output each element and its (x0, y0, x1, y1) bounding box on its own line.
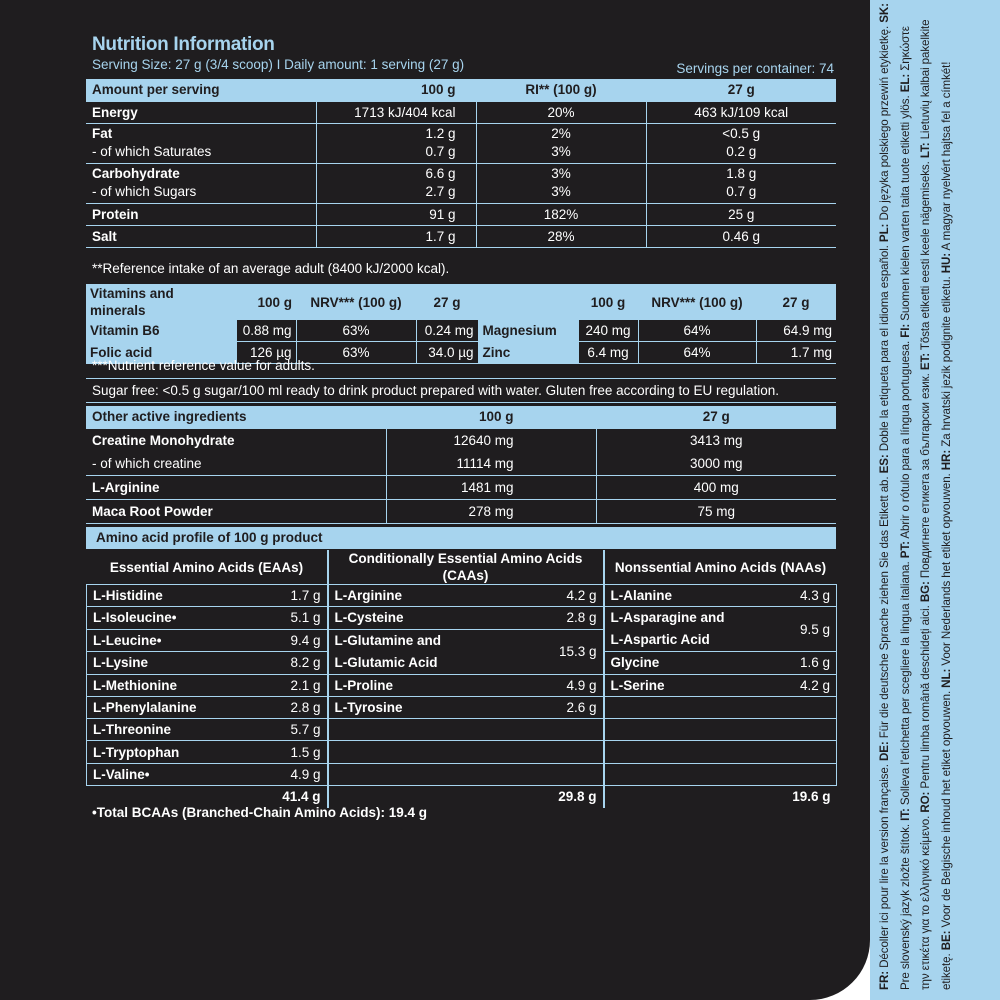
naa-empty-value (754, 763, 837, 785)
row-27g: 75 mg (596, 499, 836, 523)
vitamin-name: Vitamin B6 (86, 320, 236, 342)
group-naa: Nonssential Amino Acids (NAAs) (604, 550, 837, 585)
table-row (87, 763, 837, 785)
header-ri: RI** (100 g) (476, 79, 646, 101)
naa-empty-value (754, 719, 837, 741)
caa-name (328, 629, 523, 674)
table-row (86, 428, 836, 475)
row-main-name: Creatine Monohydrate (92, 432, 235, 448)
mineral-100g: 6.4 mg (578, 342, 638, 364)
eaa-name: L-Isoleucine• (87, 607, 252, 629)
serving-size: Serving Size: 27 g (3/4 scoop) I Daily amount: 1 serving (27 g) (92, 57, 465, 72)
caa-name: L-Tyrosine (328, 696, 523, 718)
eaa-value: 9.4 g (252, 629, 328, 652)
naa-empty (604, 763, 754, 785)
row-27g (646, 123, 836, 163)
mineral-name: Magnesium (478, 320, 578, 342)
value-main: 12640 mg (453, 432, 514, 448)
row-name: Energy (86, 101, 316, 123)
table-row (87, 719, 837, 741)
amino-title: Amino acid profile of 100 g product (86, 527, 836, 549)
caa-value: 2.6 g (523, 696, 604, 718)
caa-empty-value (523, 763, 604, 785)
header-nrv: NRV*** (100 g) (296, 285, 416, 320)
caa-name: L-Proline (328, 674, 523, 696)
table-row (86, 123, 836, 163)
language-instructions (875, 3, 957, 990)
row-sub-name: - of which Sugars (92, 184, 197, 199)
row-ri: 182% (476, 203, 646, 225)
row-27g (646, 163, 836, 203)
header-27g: 27 g (416, 285, 478, 320)
header-spacer (478, 285, 578, 320)
reference-intake-note: **Reference intake of an average adult (8400 kJ/2000 kcal). (92, 261, 450, 276)
value-main: 2% (551, 126, 571, 141)
amino-group-row (87, 550, 837, 585)
table-row (87, 585, 837, 607)
value-sub: 11114 mg (456, 455, 514, 471)
group-caa: Conditionally Essential Amino Acids (CAAs) (328, 550, 604, 585)
row-100g: 278 mg (386, 499, 596, 523)
value-sub: 0.2 g (726, 144, 757, 159)
eaa-value: 1.7 g (252, 585, 328, 607)
header-other: Other active ingredients (86, 406, 386, 428)
eaa-value: 8.2 g (252, 652, 328, 674)
naa-empty (604, 719, 754, 741)
row-sub-name: - of which Saturates (92, 144, 212, 159)
row-100g (316, 163, 476, 203)
row-ri: 20% (476, 101, 646, 123)
naa-name-line: L-Aspartic Acid (610, 632, 710, 648)
caa-name: L-Cysteine (328, 607, 523, 629)
eaa-name: L-Methionine (87, 674, 252, 696)
table-row (87, 674, 837, 696)
row-ri (476, 163, 646, 203)
table-row (87, 741, 837, 763)
header-nrv-b: NRV*** (100 g) (638, 285, 756, 320)
header-100g: 100 g (386, 406, 596, 428)
naa-value: 4.2 g (754, 674, 837, 696)
header-100g-b: 100 g (578, 285, 638, 320)
row-name (86, 163, 316, 203)
table-row (86, 101, 836, 123)
row-100g (386, 428, 596, 475)
nrv-note: ***Nutrient reference value for adults. (92, 358, 315, 373)
page-title: Nutrition Information (92, 34, 275, 55)
row-main-name: Fat (92, 126, 113, 141)
value-main: <0.5 g (722, 126, 761, 141)
table-row (86, 499, 836, 523)
table-row (87, 607, 837, 629)
mineral-name: Zinc (478, 342, 578, 364)
table-row (87, 696, 837, 718)
value-main: 1.8 g (726, 166, 757, 181)
table-row (86, 225, 836, 247)
naa-value: 1.6 g (754, 652, 837, 674)
row-100g: 1.7 g (316, 225, 476, 247)
row-27g: 0.46 g (646, 225, 836, 247)
header-100g: 100 g (316, 79, 476, 101)
mineral-27g: 1.7 mg (756, 342, 836, 364)
nutrition-header-row (86, 79, 836, 101)
eaa-name: L-Phenylalanine (87, 696, 252, 718)
naa-empty (604, 741, 754, 763)
vitamin-27g: 34.0 µg (416, 342, 478, 364)
vitamins-header-row (86, 285, 836, 320)
row-100g: 1481 mg (386, 475, 596, 499)
eaa-name: L-Threonine (87, 719, 252, 741)
total-eaa: 41.4 g (87, 786, 328, 808)
vitamin-nrv: 63% (296, 342, 416, 364)
row-100g (316, 123, 476, 163)
eaa-name: L-Tryptophan (87, 741, 252, 763)
amino-table (86, 550, 837, 808)
caa-empty (328, 763, 523, 785)
row-ri (476, 123, 646, 163)
row-27g: 400 mg (596, 475, 836, 499)
eaa-value: 2.8 g (252, 696, 328, 718)
value-main: 3413 mg (689, 432, 743, 448)
naa-value: 9.5 g (754, 607, 837, 652)
total-caa: 29.8 g (328, 786, 604, 808)
row-27g: 463 kJ/109 kcal (646, 101, 836, 123)
row-name: Salt (86, 225, 316, 247)
row-name (86, 428, 386, 475)
value-sub: 0.7 g (425, 144, 456, 159)
language-line-3: την ετικέτα για το ελληνικό κείμενο. RO: Pentru limba română deschideți aici. BG: Повдигнете етикета за български език. ET: Tõsta etiketti eesti keele nägemiseks. LT: Lietuvių kalbai pakelkite (919, 19, 932, 990)
value-main: 6.6 g (425, 166, 456, 181)
header-27g: 27 g (646, 79, 836, 101)
vitamin-100g: 0.88 mg (236, 320, 296, 342)
row-100g: 1713 kJ/404 kcal (316, 101, 476, 123)
row-main-name: Carbohydrate (92, 166, 180, 181)
nutrition-table (86, 79, 836, 248)
eaa-name: L-Valine• (87, 763, 252, 785)
header-amount: Amount per serving (86, 79, 316, 101)
language-line-1: FR: Décoller ici pour lire la version française. DE: Für die deutsche Sprache ziehen Sie das Etikett ab. ES: Doble la etiqueta para el idioma español. PL: Do języka polskiego przewiń etykietkę. SK: (878, 3, 891, 990)
sugar-free-note: Sugar free: <0.5 g sugar/100 ml ready to drink product prepared with water. Gluten free according to EU regulation. (86, 378, 836, 403)
other-ingredients-table (86, 406, 836, 524)
bcaa-note: •Total BCAAs (Branched-Chain Amino Acids): 19.4 g (92, 805, 428, 820)
servings-per-container: Servings per container: 74 (676, 61, 834, 76)
header-27g: 27 g (596, 406, 836, 428)
mineral-nrv: 64% (638, 342, 756, 364)
eaa-name: L-Leucine• (87, 629, 252, 652)
naa-name: L-Alanine (604, 585, 754, 607)
group-eaa: Essential Amino Acids (EAAs) (87, 550, 328, 585)
caa-empty-value (523, 719, 604, 741)
eaa-value: 5.1 g (252, 607, 328, 629)
table-row (86, 475, 836, 499)
naa-empty (604, 696, 754, 718)
naa-empty-value (754, 741, 837, 763)
row-name: Protein (86, 203, 316, 225)
row-name: L-Arginine (86, 475, 386, 499)
table-row (86, 203, 836, 225)
language-line-2: Pre slovenský jazyk zložte štítok. IT: Solleva l'etichetta per scegliere la lingua italiana. PT: Abrir o rótulo para a língua portuguesa. FI: Suomen kielen varten taita tuote etiketti ylös. EL: Σηκώστε (898, 26, 912, 990)
table-row (86, 320, 836, 342)
row-27g: 25 g (646, 203, 836, 225)
naa-name (604, 607, 754, 652)
caa-name: L-Arginine (328, 585, 523, 607)
eaa-name: L-Lysine (87, 652, 252, 674)
row-sub-name: - of which creatine (92, 455, 202, 471)
vitamin-27g: 0.24 mg (416, 320, 478, 342)
caa-empty (328, 741, 523, 763)
row-27g (596, 428, 836, 475)
caa-value: 15.3 g (523, 629, 604, 674)
value-sub: 3000 mg (689, 455, 743, 471)
value-sub: 2.7 g (425, 184, 456, 199)
naa-name-line: L-Asparagine and (610, 610, 725, 626)
naa-name: L-Serine (604, 674, 754, 696)
caa-empty (328, 719, 523, 741)
row-name (86, 123, 316, 163)
eaa-value: 2.1 g (252, 674, 328, 696)
caa-name-line: L-Glutamic Acid (334, 654, 438, 670)
value-main: 1.2 g (425, 126, 456, 141)
row-100g: 91 g (316, 203, 476, 225)
eaa-name: L-Histidine (87, 585, 252, 607)
row-ri: 28% (476, 225, 646, 247)
naa-empty-value (754, 696, 837, 718)
vitamin-nrv: 63% (296, 320, 416, 342)
vitamin-name: Folic acid (86, 342, 236, 364)
value-sub: 0.7 g (726, 184, 757, 199)
language-peel-strip[interactable] (870, 0, 1000, 1000)
caa-value: 4.9 g (523, 674, 604, 696)
mineral-nrv: 64% (638, 320, 756, 342)
caa-empty-value (523, 741, 604, 763)
value-sub: 3% (551, 184, 571, 199)
header-100g: 100 g (236, 285, 296, 320)
header-27g-b: 27 g (756, 285, 836, 320)
eaa-value: 4.9 g (252, 763, 328, 785)
value-main: 3% (551, 166, 571, 181)
header-vitamins: Vitamins and minerals (86, 285, 236, 320)
naa-value: 4.3 g (754, 585, 837, 607)
language-line-4: etiketę. BE: Voor de Belgische inhoud het etiket opvouwen. NL: Voor Nederlands het etiket opvouwen. HR: Za hrvatski jezik podignite etiketu. HU: A magyar nyelvért hajtsa fel a címkét! (939, 61, 953, 990)
caa-value: 4.2 g (523, 585, 604, 607)
eaa-value: 1.5 g (252, 741, 328, 763)
value-sub: 3% (551, 144, 571, 159)
mineral-27g: 64.9 mg (756, 320, 836, 342)
caa-name-line: L-Glutamine and (334, 632, 442, 648)
caa-value: 2.8 g (523, 607, 604, 629)
naa-name: Glycine (604, 652, 754, 674)
total-naa: 19.6 g (792, 789, 831, 805)
amino-rows (87, 585, 837, 786)
row-name: Maca Root Powder (86, 499, 386, 523)
mineral-100g: 240 mg (578, 320, 638, 342)
vitamins-table (86, 284, 836, 364)
eaa-value: 5.7 g (252, 719, 328, 741)
other-header-row (86, 406, 836, 428)
vitamin-100g: 126 µg (236, 342, 296, 364)
table-row (86, 163, 836, 203)
